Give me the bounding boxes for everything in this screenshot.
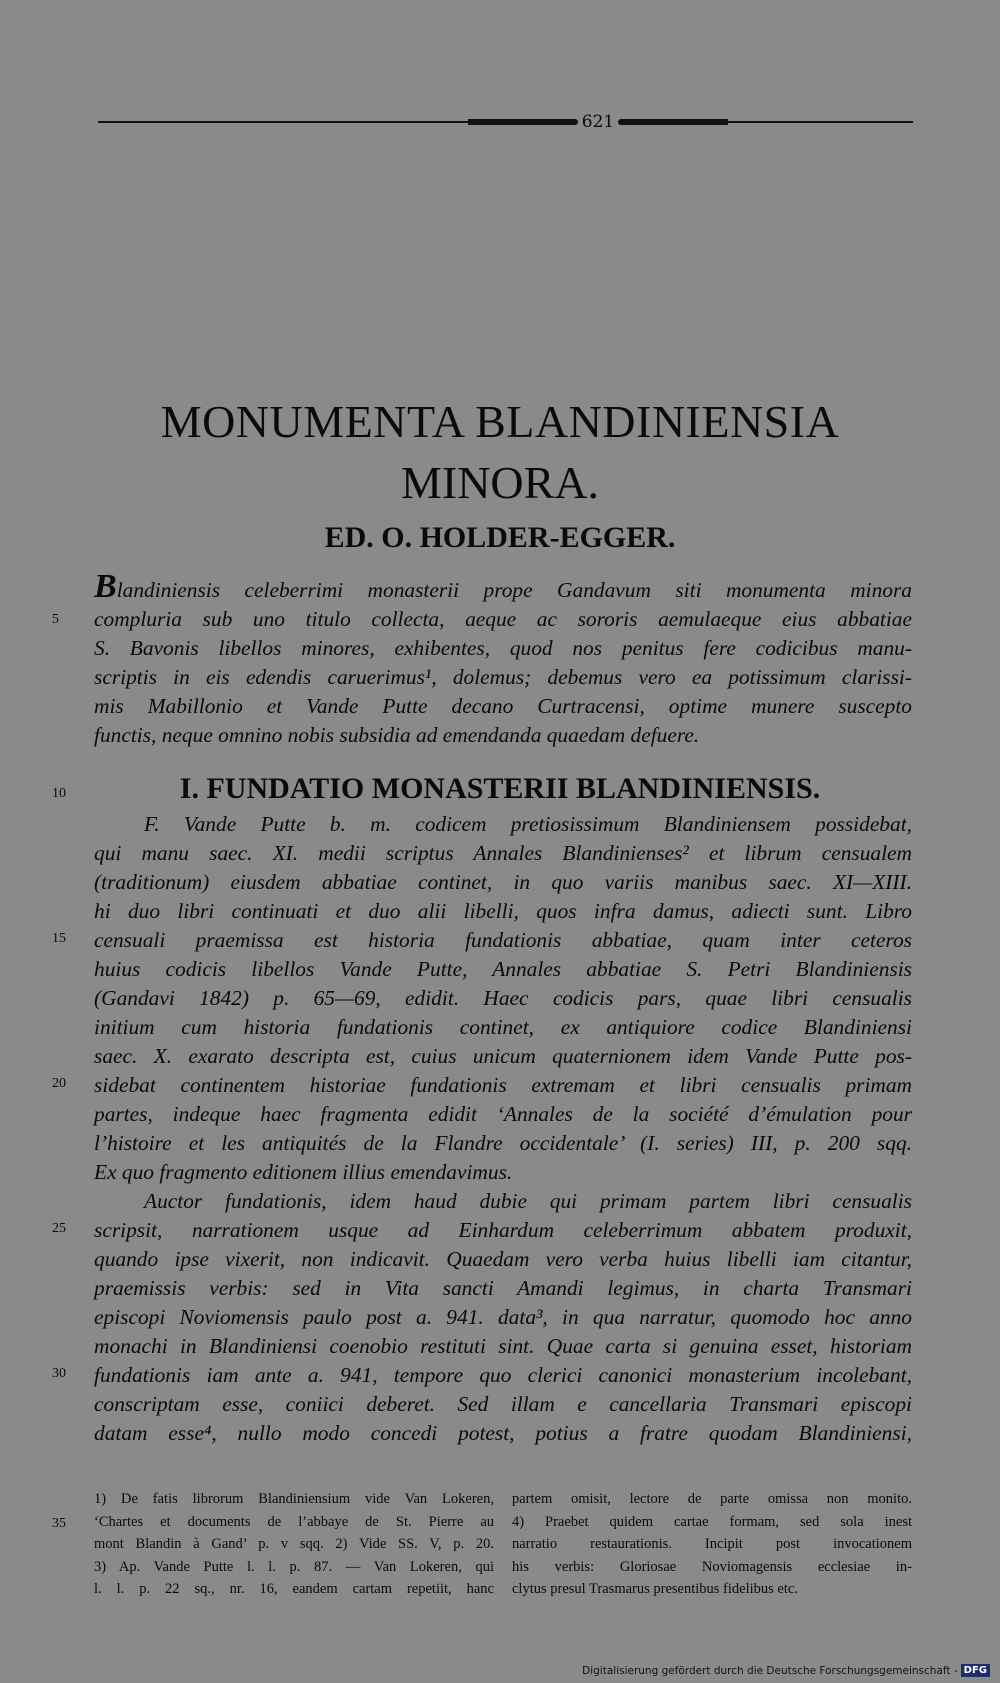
body-line: hi duo libri continuati et duo alii libelli, quos infra damus, adiecti sunt. Libro [94, 899, 912, 923]
footnote-line: narratio restaurationis. Incipit post invocationem [512, 1536, 912, 1553]
header-rule-left [98, 121, 468, 123]
editor-line: ED. O. HOLDER-EGGER. [324, 521, 676, 554]
intro-paragraph [94, 568, 912, 750]
page-header [98, 110, 913, 134]
title-line-1: MONUMENTA BLANDINIENSIA [160, 396, 840, 447]
body-line: censuali praemissa est historia fundationis abbatiae, quam inter ceteros [94, 928, 912, 952]
footnote-line: 1) De fatis librorum Blandiniensium vide Van Lokeren, [94, 1491, 494, 1507]
page-number: 621 [581, 112, 615, 132]
header-ornament-right [618, 119, 728, 125]
line-number: 25 [52, 1221, 66, 1236]
body-line: episcopi Noviomensis paulo post a. 941. data³, in qua narratur, quomodo hoc anno [94, 1305, 912, 1329]
section-heading: I. FUNDATIO MONASTERII BLANDINIENSIS. [179, 772, 821, 805]
intro-line: S. Bavonis libellos minores, exhibentes, quod nos penitus fere codicibus manu- [94, 636, 912, 660]
section-body [94, 810, 912, 1448]
footnote-line: ‘Chartes et documents de l’abbaye de St. Pierre au [94, 1513, 494, 1530]
footnote-line: mont Blandin à Gand’ p. v sqq. 2) Vide SS. V, p. 20. [94, 1536, 494, 1553]
body-line: sidebat continentem historiae fundationis extremam et libri censualis primam [94, 1073, 912, 1097]
body-line: conscriptam esse, coniici deberet. Sed illam e cancellaria Transmari episcopi [94, 1392, 912, 1416]
footnotes-left-column [94, 1488, 494, 1601]
body-line: monachi in Blandiniensi coenobio restituti sint. Quae carta si genuina esset, historiam [94, 1334, 912, 1358]
footnote-line: clytus presul Trasmarus presentibus fidelibus etc. [512, 1581, 798, 1598]
body-line: initium cum historia fundationis continet, ex antiquiore codice Blandiniensi [94, 1015, 912, 1039]
digitization-footer [582, 1664, 990, 1677]
body-line: Auctor fundationis, idem haud dubie qui primam partem libri censualis [144, 1189, 912, 1213]
header-ornament-left [468, 119, 578, 125]
body-line: huius codicis libellos Vande Putte, Annales abbatiae S. Petri Blandiniensis [94, 957, 912, 981]
body-line: quando ipse vixerit, non indicavit. Quaedam vero verba huius libelli iam citantur, [94, 1247, 912, 1271]
intro-line: Blandiniensis celeberrimi monasterii prope Gandavum siti monumenta minora [94, 568, 912, 605]
line-number: 15 [52, 931, 66, 946]
body-line: l’histoire et les antiquités de la Flandre occidentale’ (I. series) III, p. 200 sqq. [94, 1131, 912, 1155]
footnote-line: 3) Ap. Vande Putte l. l. p. 87. — Van Lokeren, qui [94, 1558, 494, 1575]
line-number: 10 [52, 786, 66, 801]
intro-line: scriptis in eis edendis caruerimus¹, dolemus; debemus vero ea potissimum clarissi- [94, 665, 912, 689]
intro-line: compluria sub uno titulo collecta, aeque ac sororis aemulaeque eius abbatiae [94, 607, 912, 631]
drop-cap: B [94, 568, 117, 605]
footnote-line: his verbis: Gloriosae Noviomagensis ecclesiae in- [512, 1558, 912, 1575]
line-number: 20 [52, 1076, 66, 1091]
body-line: qui manu saec. XI. medii scriptus Annales Blandinienses² et librum censualem [94, 841, 912, 865]
body-line: scripsit, narrationem usque ad Einhardum celeberrimum abbatem produxit, [94, 1218, 912, 1242]
line-number: 5 [52, 612, 59, 627]
line-number: 35 [52, 1516, 66, 1531]
footnote-line: l. l. p. 22 sq., nr. 16, eandem cartam repetiit, hanc [94, 1581, 494, 1598]
body-line: saec. X. exarato descripta est, cuius unicum quaternionem idem Vande Putte pos- [94, 1044, 912, 1068]
intro-line: functis, neque omnino nobis subsidia ad emendanda quaedam defuere. [94, 723, 700, 747]
body-line: (Gandavi 1842) p. 65—69, edidit. Haec codicis pars, quae libri censualis [94, 986, 912, 1010]
intro-line: mis Mabillonio et Vande Putte decano Curtracensi, optime munere suscepto [94, 694, 912, 718]
body-line: Ex quo fragmento editionem illius emendavimus. [94, 1160, 513, 1184]
body-line: F. Vande Putte b. m. codicem pretiosissimum Blandiniensem possidebat, [144, 812, 912, 836]
title-line-2: MINORA. [400, 457, 600, 508]
body-line: datam esse⁴, nullo modo concedi potest, potius a fratre quodam Blandiniensi, [94, 1421, 912, 1445]
line-number: 30 [52, 1366, 66, 1381]
footnote-line: 4) Praebet quidem cartae formam, sed sola inest [512, 1513, 912, 1530]
body-line: partes, indeque haec fragmenta edidit ‘Annales de la société d’émulation pour [94, 1102, 912, 1126]
footnotes-right-column [512, 1488, 912, 1601]
header-rule-right [728, 121, 913, 123]
dfg-logo: DFG [961, 1664, 990, 1677]
body-line: fundationis iam ante a. 941, tempore quo clerici canonici monasterium incolebant, [94, 1363, 912, 1387]
footer-credit: Digitalisierung gefördert durch die Deutsche Forschungsgemeinschaft - [582, 1664, 958, 1677]
body-line: praemissis verbis: sed in Vita sancti Amandi legimus, in charta Transmari [94, 1276, 912, 1300]
footnote-line: partem omisit, lectore de parte omissa non monito. [512, 1491, 912, 1507]
body-line: (traditionum) eiusdem abbatiae continet, in quo variis manibus saec. XI—XIII. [94, 870, 912, 894]
